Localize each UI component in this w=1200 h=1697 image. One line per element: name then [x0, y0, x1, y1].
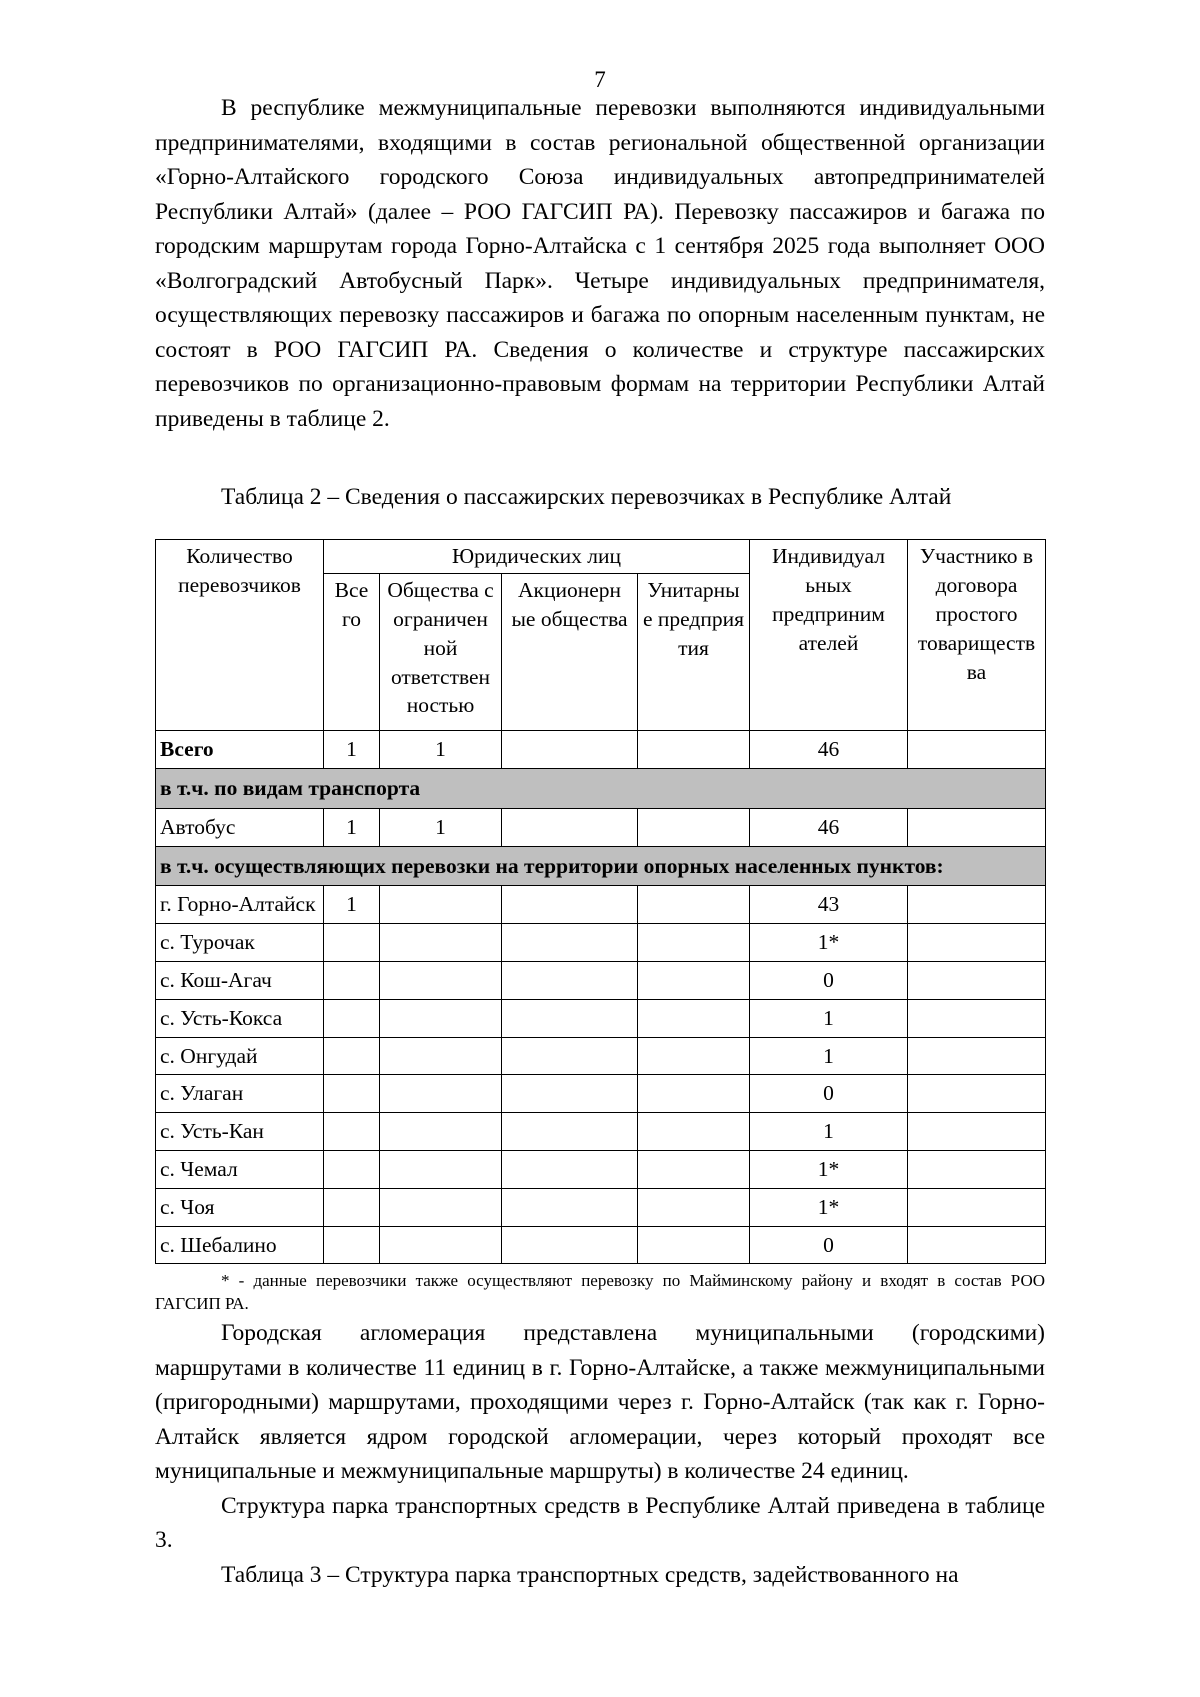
- cell-jsc: [502, 924, 638, 962]
- cell-ip: 1: [750, 999, 908, 1037]
- table3-caption: Таблица 3 – Структура парка транспортных средств, задействованного на: [221, 1561, 959, 1588]
- cell-jsc: [502, 808, 638, 846]
- table-row: [156, 1150, 1046, 1188]
- row-label: с. Чоя: [156, 1188, 324, 1226]
- table-row: [156, 1188, 1046, 1226]
- row-label: с. Усть-Кан: [156, 1113, 324, 1151]
- table-row: [156, 1037, 1046, 1075]
- cell-jsc: [502, 1037, 638, 1075]
- header-cell-unitary: Унитарны е предприя тия: [638, 574, 750, 731]
- paragraph-intro: В республике межмуниципальные перевозки выполняются индивидуальными предпринимателями, входящими в состав региональной общественной организации «Горно-Алтайского городского Союза индивидуальных автопредпринимателей Республики Алтай» (далее – РОО ГАГСИП РА). Перевозку пассажиров и багажа по городским маршрутам города Горно-Алтайска с 1 сентября 2025 года выполняет ООО «Волгоградский Автобусный Парк». Четыре индивидуальных предпринимателя, осуществляющих перевозку пассажиров и багажа по опорным населенным пунктам, не состоят в РОО ГАГСИП РА. Сведения о количестве и структуре пассажирских перевозчиков по организационно-правовым формам на территории Республики Алтай приведены в таблице 2.: [155, 95, 1045, 432]
- cell-unitary: [638, 1188, 750, 1226]
- table-row: [156, 731, 1046, 769]
- cell-total: [324, 1150, 380, 1188]
- page-number: 7: [594, 67, 606, 92]
- cell-ip: 46: [750, 731, 908, 769]
- cell-unitary: [638, 1226, 750, 1264]
- cell-partnership: [908, 1150, 1046, 1188]
- cell-unitary: [638, 1113, 750, 1151]
- cell-ip: 1*: [750, 924, 908, 962]
- table-row: [156, 961, 1046, 999]
- header-cell-llc: Общества с ограничен ной ответствен ностью: [380, 574, 502, 731]
- cell-llc: [380, 886, 502, 924]
- cell-llc: [380, 1226, 502, 1264]
- table-row: [156, 808, 1046, 846]
- cell-jsc: [502, 1188, 638, 1226]
- cell-total: [324, 1113, 380, 1151]
- cell-partnership: [908, 999, 1046, 1037]
- row-label: Автобус: [156, 808, 324, 846]
- cell-jsc: [502, 961, 638, 999]
- cell-llc: [380, 924, 502, 962]
- cell-jsc: [502, 1150, 638, 1188]
- page-content: [155, 91, 1045, 1592]
- table-passenger-carriers: [155, 539, 1046, 1264]
- table-section-row: [156, 846, 1046, 886]
- table-section-row: [156, 768, 1046, 808]
- cell-total: 1: [324, 808, 380, 846]
- cell-total: 1: [324, 731, 380, 769]
- table-row: [156, 886, 1046, 924]
- table-header: [156, 540, 1046, 731]
- cell-llc: [380, 999, 502, 1037]
- cell-jsc: [502, 1113, 638, 1151]
- cell-llc: 1: [380, 731, 502, 769]
- cell-partnership: [908, 731, 1046, 769]
- cell-jsc: [502, 999, 638, 1037]
- cell-ip: 0: [750, 1075, 908, 1113]
- cell-ip: 1*: [750, 1150, 908, 1188]
- cell-unitary: [638, 731, 750, 769]
- table2-caption: Таблица 2 – Сведения о пассажирских перевозчиках в Республике Алтай: [221, 484, 952, 511]
- cell-jsc: [502, 886, 638, 924]
- cell-ip: 1*: [750, 1188, 908, 1226]
- cell-partnership: [908, 924, 1046, 962]
- cell-unitary: [638, 886, 750, 924]
- cell-partnership: [908, 1226, 1046, 1264]
- row-label: Всего: [156, 731, 324, 769]
- cell-unitary: [638, 1037, 750, 1075]
- cell-llc: 1: [380, 808, 502, 846]
- cell-unitary: [638, 961, 750, 999]
- table-row: [156, 999, 1046, 1037]
- table-row: [156, 924, 1046, 962]
- cell-partnership: [908, 1188, 1046, 1226]
- cell-unitary: [638, 1075, 750, 1113]
- cell-llc: [380, 1113, 502, 1151]
- cell-ip: 0: [750, 1226, 908, 1264]
- cell-ip: 46: [750, 808, 908, 846]
- cell-ip: 0: [750, 961, 908, 999]
- table2-footnote: * - данные перевозчики также осуществляют перевозку по Майминскому району и входят в состав РОО ГАГСИП РА.: [155, 1271, 1045, 1314]
- header-cell-individual-entrepreneurs: Индивидуал ьных предприним ателей: [750, 540, 908, 731]
- table-row: [156, 1075, 1046, 1113]
- cell-llc: [380, 1150, 502, 1188]
- paragraph-fleet-intro: Структура парка транспортных средств в Республике Алтай приведена в таблице 3.: [155, 1492, 1045, 1554]
- cell-llc: [380, 1037, 502, 1075]
- table-row: [156, 1113, 1046, 1151]
- cell-total: [324, 999, 380, 1037]
- cell-unitary: [638, 924, 750, 962]
- cell-partnership: [908, 1075, 1046, 1113]
- cell-jsc: [502, 1226, 638, 1264]
- header-cell-carrier-count: Количество перевозчиков: [156, 540, 324, 731]
- cell-partnership: [908, 961, 1046, 999]
- row-label: с. Улаган: [156, 1075, 324, 1113]
- header-cell-total: Все го: [324, 574, 380, 731]
- cell-llc: [380, 1075, 502, 1113]
- cell-partnership: [908, 808, 1046, 846]
- table-row: [156, 1226, 1046, 1264]
- header-cell-joint-stock: Акционерн ые общества: [502, 574, 638, 731]
- paragraph-agglomeration: Городская агломерация представлена муниципальными (городскими) маршрутами в количестве 11 единиц в г. Горно-Алтайске, а также межмуниципальными (пригородными) маршрутами, проходящими через г. Горно-Алтайск (так как г. Горно-Алтайск является ядром городской агломерации, через который проходят все муниципальные и межмуниципальные маршруты) в количестве 24 единиц.: [155, 1320, 1045, 1485]
- cell-ip: 43: [750, 886, 908, 924]
- row-label: с. Кош-Агач: [156, 961, 324, 999]
- cell-llc: [380, 1188, 502, 1226]
- cell-partnership: [908, 1113, 1046, 1151]
- section-label: в т.ч. по видам транспорта: [156, 768, 1046, 808]
- row-label: с. Шебалино: [156, 1226, 324, 1264]
- table-body: [156, 731, 1046, 1264]
- cell-jsc: [502, 1075, 638, 1113]
- row-label: г. Горно-Алтайск: [156, 886, 324, 924]
- row-label: с. Чемал: [156, 1150, 324, 1188]
- cell-ip: 1: [750, 1037, 908, 1075]
- cell-total: [324, 924, 380, 962]
- cell-total: [324, 1226, 380, 1264]
- row-label: с. Онгудай: [156, 1037, 324, 1075]
- cell-unitary: [638, 999, 750, 1037]
- section-label: в т.ч. осуществляющих перевозки на территории опорных населенных пунктов:: [156, 846, 1046, 886]
- cell-llc: [380, 961, 502, 999]
- cell-ip: 1: [750, 1113, 908, 1151]
- cell-partnership: [908, 886, 1046, 924]
- table-header-row-top: [156, 540, 1046, 574]
- cell-total: 1: [324, 886, 380, 924]
- header-cell-legal-entities-group: Юридических лиц: [324, 540, 750, 574]
- cell-total: [324, 961, 380, 999]
- cell-total: [324, 1188, 380, 1226]
- cell-jsc: [502, 731, 638, 769]
- cell-unitary: [638, 808, 750, 846]
- header-cell-simple-partnership: Участнико в договора простого товариществ ва: [908, 540, 1046, 731]
- cell-partnership: [908, 1037, 1046, 1075]
- cell-total: [324, 1075, 380, 1113]
- row-label: с. Усть-Кокса: [156, 999, 324, 1037]
- row-label: с. Турочак: [156, 924, 324, 962]
- cell-total: [324, 1037, 380, 1075]
- cell-unitary: [638, 1150, 750, 1188]
